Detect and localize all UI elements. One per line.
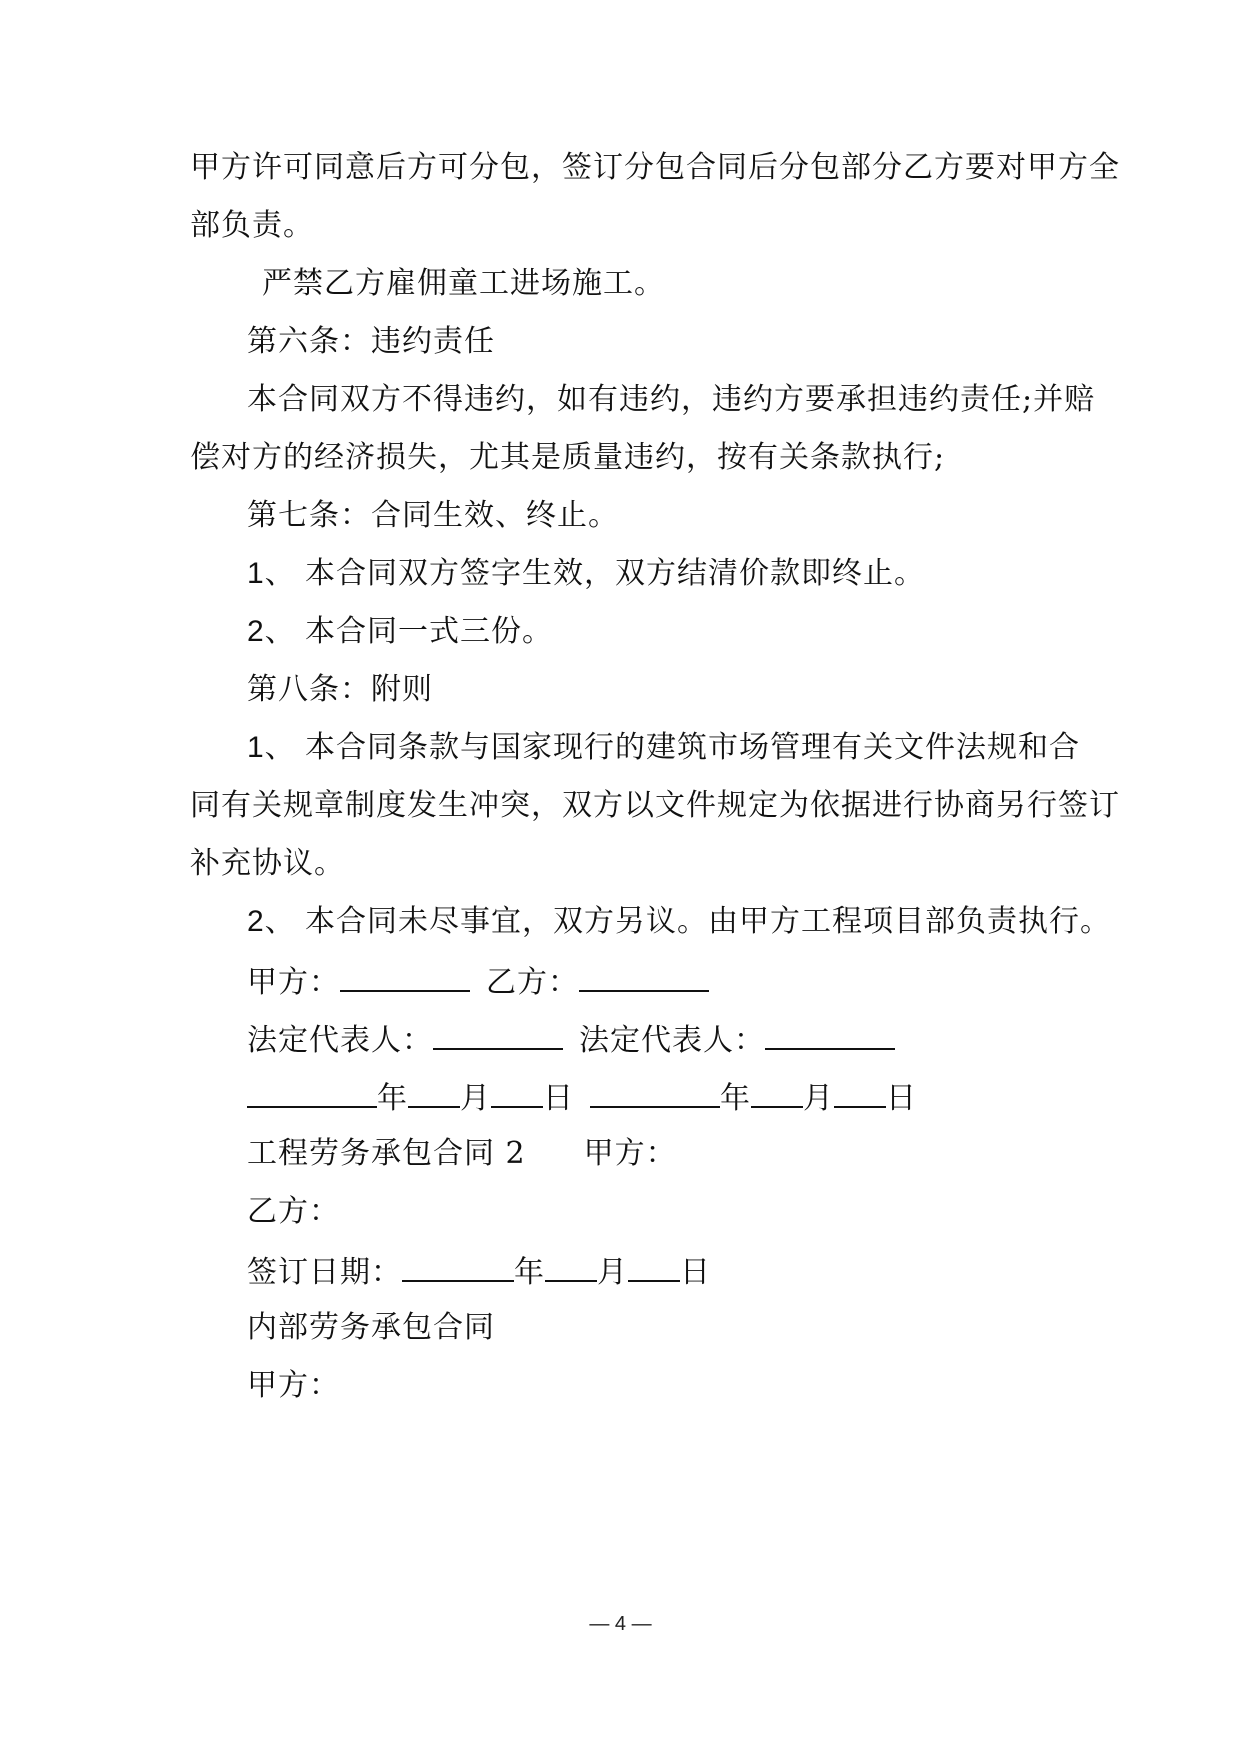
party-b-label: 乙方： xyxy=(486,965,579,1000)
year-label: 年 xyxy=(720,1081,751,1116)
legal-rep-b-blank xyxy=(765,1018,895,1050)
paragraph-line: 补充协议。 xyxy=(190,846,345,881)
contract2-party-b: 乙方： xyxy=(247,1194,340,1229)
signature-legal-reps xyxy=(247,1018,1127,1061)
paragraph-line: 同有关规章制度发生冲突，双方以文件规定为依据进行协商另行签订 xyxy=(190,788,1120,823)
list-number: 2、 xyxy=(247,905,296,938)
month-label: 月 xyxy=(597,1255,628,1290)
page-number: — 4 — xyxy=(589,1613,652,1635)
signature-dates xyxy=(247,1076,1127,1119)
paragraph-line: 严禁乙方雇佣童工进场施工。 xyxy=(262,266,665,301)
paragraph-line: 本合同双方不得违约，如有违约，违约方要承担违约责任;并赔 xyxy=(247,382,1096,417)
year-blank xyxy=(247,1076,377,1108)
list-item xyxy=(247,728,1127,768)
list-item-text: 本合同未尽事宜，双方另议。由甲方工程项目部负责执行。 xyxy=(305,904,1111,939)
year-label: 年 xyxy=(377,1081,408,1116)
legal-rep-a-label: 法定代表人： xyxy=(247,1023,433,1058)
paragraph-line: 偿对方的经济损失，尤其是质量违约，按有关条款执行; xyxy=(190,440,946,475)
paragraph-line: 甲方许可同意后方可分包，签订分包合同后分包部分乙方要对甲方全 xyxy=(190,150,1120,185)
month-label: 月 xyxy=(803,1081,834,1116)
sign-date-label: 签订日期： xyxy=(247,1255,402,1290)
party-a-blank xyxy=(340,960,470,992)
year-blank xyxy=(590,1076,720,1108)
contract2-sign-date xyxy=(247,1250,1127,1293)
day-blank xyxy=(834,1076,886,1108)
day-label: 日 xyxy=(680,1255,711,1290)
contract2-title-line xyxy=(247,1134,1127,1174)
party-a-line: 甲方： xyxy=(247,1368,340,1403)
legal-rep-a-blank xyxy=(433,1018,563,1050)
section-title: 内部劳务承包合同 xyxy=(247,1310,495,1345)
month-label: 月 xyxy=(460,1081,491,1116)
month-blank xyxy=(408,1076,460,1108)
list-number: 1、 xyxy=(247,557,296,590)
list-item xyxy=(247,554,1127,594)
legal-rep-b-label: 法定代表人： xyxy=(579,1023,765,1058)
signature-parties xyxy=(247,960,1127,1003)
list-item-text: 本合同条款与国家现行的建筑市场管理有关文件法规和合 xyxy=(305,730,1080,765)
month-blank xyxy=(751,1076,803,1108)
day-label: 日 xyxy=(886,1081,917,1116)
article-heading: 第八条：附则 xyxy=(247,672,433,707)
list-item xyxy=(247,612,1127,652)
list-number: 2、 xyxy=(247,615,296,648)
article-heading: 第七条：合同生效、终止。 xyxy=(247,498,619,533)
party-a-label: 甲方： xyxy=(247,965,340,1000)
party-b-blank xyxy=(579,960,709,992)
list-number: 1、 xyxy=(247,731,296,764)
year-label: 年 xyxy=(514,1255,545,1290)
day-blank xyxy=(491,1076,543,1108)
paragraph-line: 部负责。 xyxy=(190,208,314,243)
day-label: 日 xyxy=(543,1081,574,1116)
list-item xyxy=(247,902,1127,942)
article-heading: 第六条：违约责任 xyxy=(247,324,495,359)
contract2-party-a: 甲方： xyxy=(583,1136,677,1171)
list-item-text: 本合同一式三份。 xyxy=(305,614,553,649)
day-blank xyxy=(628,1250,680,1282)
list-item-text: 本合同双方签字生效，双方结清价款即终止。 xyxy=(305,556,925,591)
month-blank xyxy=(545,1250,597,1282)
contract2-title: 工程劳务承包合同 2 xyxy=(247,1136,526,1171)
year-blank xyxy=(402,1250,514,1282)
